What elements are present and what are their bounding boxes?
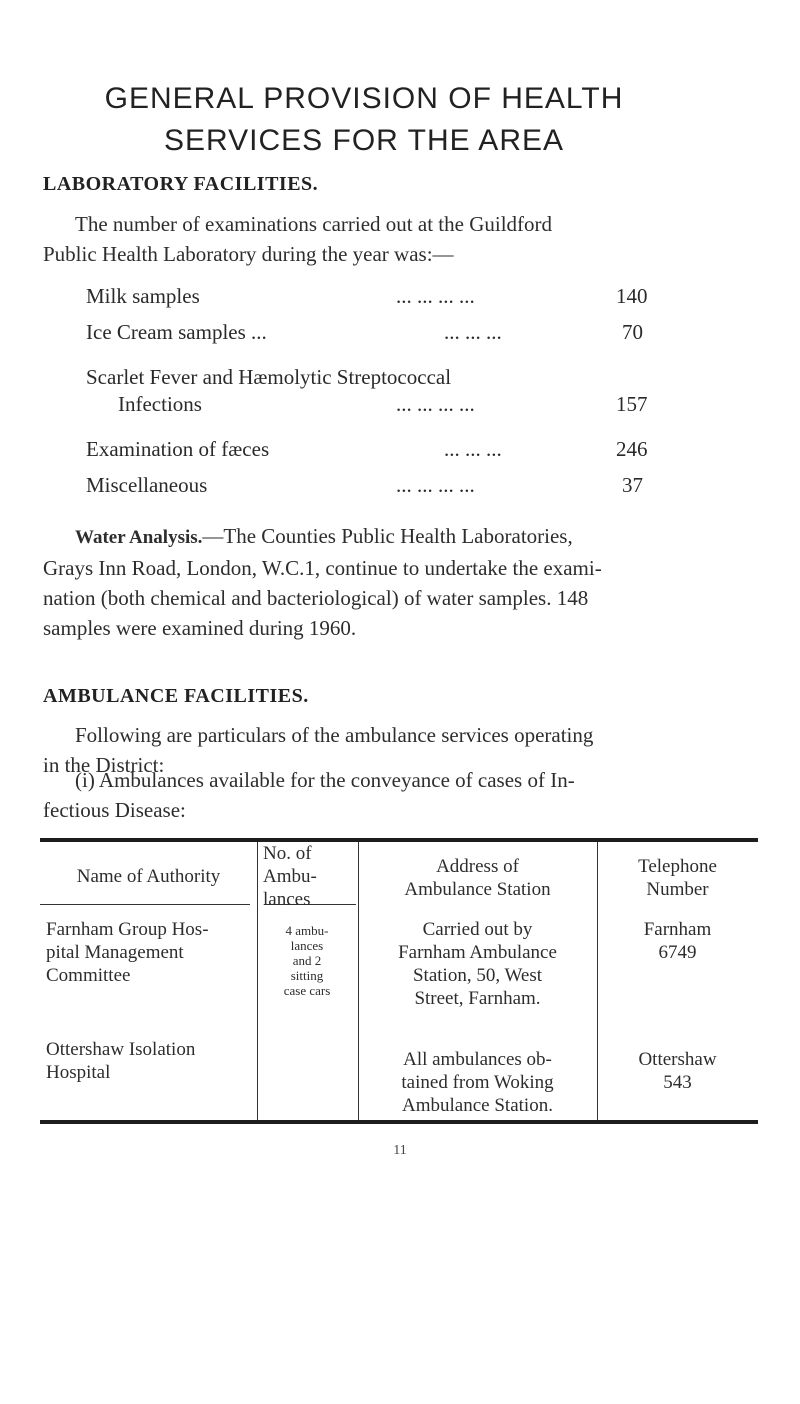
ambulance-intro-line1: Following are particulars of the ambulance services operating	[75, 723, 594, 747]
authority-line: Hospital	[46, 1062, 111, 1083]
header-phone-line: Number	[646, 879, 709, 900]
address-line: tained from Woking	[401, 1072, 554, 1093]
table-row-authority	[46, 1038, 256, 1084]
lab-item-label: Milk samples	[86, 284, 200, 308]
table-top-rule	[40, 838, 758, 842]
header-phone	[597, 855, 758, 901]
lab-item-ice-cream	[86, 319, 666, 346]
lab-item-value: 70	[622, 320, 643, 344]
ambulance-subsection-line1: (i) Ambulances available for the conveyance of cases of In-	[75, 768, 575, 792]
header-count-line: lances	[263, 889, 311, 910]
lab-item-dots: ... ... ...	[444, 320, 502, 344]
header-phone-line: Telephone	[638, 856, 717, 877]
lab-item-label: Miscellaneous	[86, 473, 208, 497]
page-heading-line1: GENERAL PROVISION OF HEALTH	[104, 82, 624, 115]
lab-item-dots: ... ... ... ...	[396, 473, 475, 497]
lab-item-dots: ... ... ... ...	[396, 284, 475, 308]
address-line: All ambulances ob-	[403, 1049, 552, 1070]
ambulance-intro-line2: in the District:	[43, 753, 165, 777]
lab-item-scarlet-fever	[86, 364, 666, 418]
header-rule	[40, 904, 250, 905]
header-authority: Name of Authority	[76, 866, 221, 887]
lab-item-milk	[86, 283, 666, 310]
water-analysis-lead: Water Analysis.	[75, 527, 203, 548]
phone-line: Farnham	[643, 919, 712, 940]
phone-line: Ottershaw	[638, 1049, 717, 1070]
header-count-line: No. of	[263, 843, 312, 864]
phone-line: 6749	[658, 942, 697, 963]
address-line: Ambulance Station.	[402, 1095, 553, 1116]
count-line: and 2	[292, 953, 322, 968]
ambulance-table	[40, 838, 758, 1128]
count-line: lances	[290, 938, 324, 953]
ambulance-subsection	[43, 765, 743, 825]
lab-item-value: 37	[622, 473, 643, 497]
laboratory-section-title: LABORATORY FACILITIES.	[43, 173, 319, 195]
water-analysis-line2: Grays Inn Road, London, W.C.1, continue to undertake the exami-	[43, 556, 602, 580]
lab-item-value: 140	[616, 284, 648, 308]
ambulance-section-title: AMBULANCE FACILITIES.	[43, 685, 309, 707]
table-row-address	[358, 918, 597, 1010]
table-row-phone	[597, 918, 758, 964]
lab-item-label: Examination of fæces	[86, 437, 270, 461]
table-row-phone	[597, 1048, 758, 1094]
phone-line: 543	[663, 1072, 692, 1093]
ambulance-subsection-line2: fectious Disease:	[43, 798, 186, 822]
authority-line: pital Management	[46, 942, 184, 963]
water-analysis-line4: samples were examined during 1960.	[43, 616, 357, 640]
laboratory-intro	[43, 209, 743, 269]
lab-item-label: Scarlet Fever and Hæmolytic Streptococcal	[86, 365, 452, 389]
authority-line: Committee	[46, 965, 131, 986]
lab-item-miscellaneous	[86, 472, 666, 499]
lab-item-value: 246	[616, 437, 648, 461]
header-count-line: Ambu-	[263, 866, 317, 887]
laboratory-intro-line2: Public Health Laboratory during the year was:—	[43, 242, 454, 266]
header-address	[358, 855, 597, 901]
lab-item-label: Ice Cream samples ...	[86, 320, 267, 344]
lab-item-dots: ... ... ...	[444, 437, 502, 461]
count-line: 4 ambu-	[285, 923, 329, 938]
table-row-authority	[46, 918, 256, 987]
authority-line: Farnham Group Hos-	[46, 919, 209, 940]
header-count	[263, 842, 358, 911]
water-analysis-text: —The Counties Public Health Laboratories,	[202, 524, 573, 548]
lab-item-dots: ... ... ... ...	[396, 392, 475, 416]
count-line: sitting	[290, 968, 324, 983]
page-heading-line2: SERVICES FOR THE AREA	[164, 124, 564, 157]
water-analysis-paragraph	[43, 521, 743, 643]
count-line: case cars	[283, 983, 331, 998]
water-analysis-line3: nation (both chemical and bacteriological) of water samples. 148	[43, 586, 589, 610]
header-address-line: Address of	[436, 856, 519, 877]
authority-line: Ottershaw Isolation	[46, 1039, 196, 1060]
lab-item-value: 157	[616, 392, 648, 416]
address-line: Station, 50, West	[412, 965, 542, 986]
lab-item-label-cont: Infections	[118, 392, 202, 416]
header-address-line: Ambulance Station	[404, 879, 551, 900]
lab-item-faeces	[86, 436, 666, 463]
table-bottom-rule	[40, 1120, 758, 1124]
table-row-count	[258, 923, 356, 998]
address-line: Street, Farnham.	[414, 988, 541, 1009]
table-row-address	[358, 1048, 597, 1117]
address-line: Farnham Ambulance	[398, 942, 557, 963]
address-line: Carried out by	[422, 919, 533, 940]
laboratory-intro-line1: The number of examinations carried out at the Guildford	[75, 212, 553, 236]
water-analysis-line1	[43, 521, 743, 553]
page-number: 11	[393, 1143, 407, 1158]
